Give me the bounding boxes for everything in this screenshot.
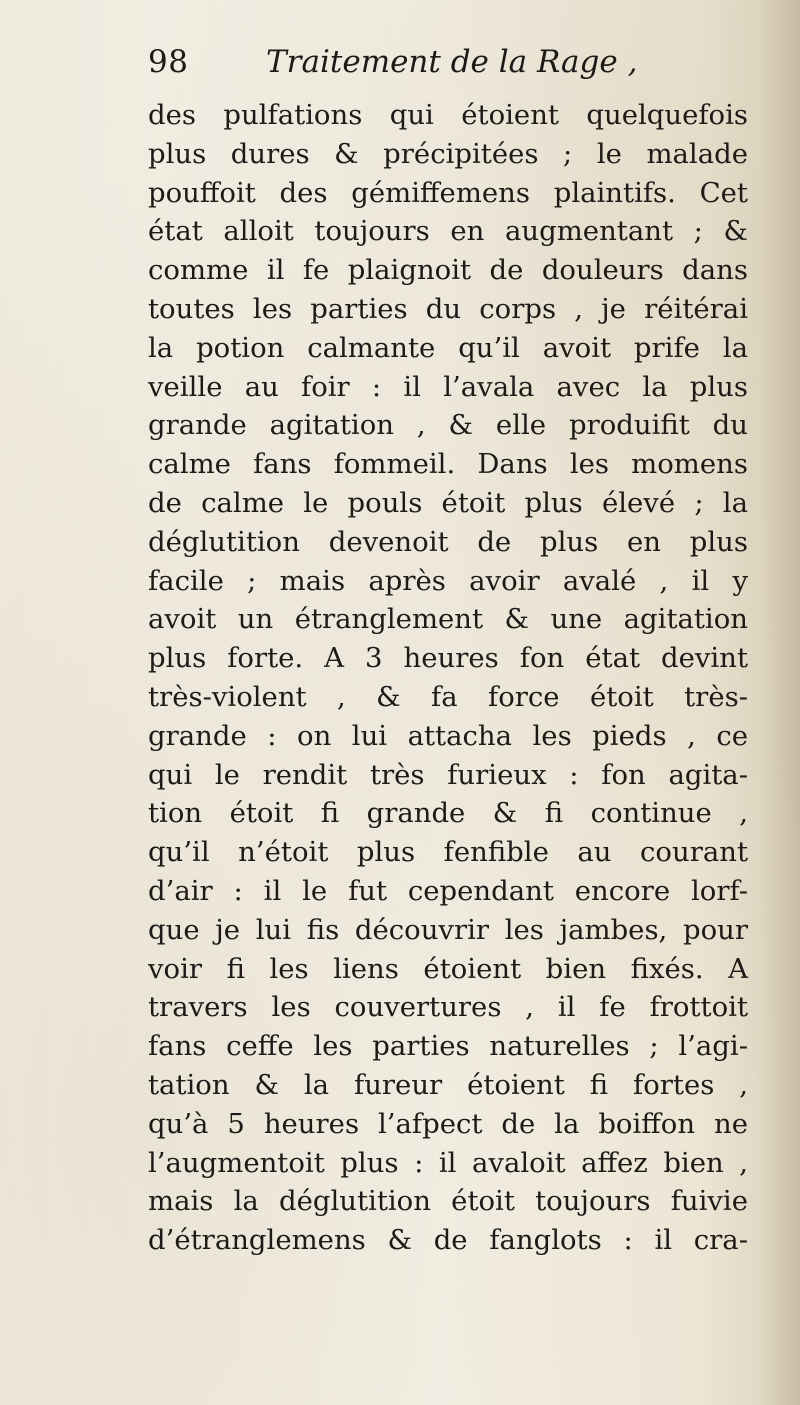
text-line: grande : on lui attacha les pieds , ce [148,719,748,752]
text-line: état alloit toujours en augmentant ; & [148,215,748,248]
text-line: calme fans fommeil. Dans les momens [148,448,748,481]
text-line: très-violent , & fa force étoit très- [148,680,748,713]
text-line: d’étranglemens & de fanglots : il cra- [148,1224,748,1257]
text-line: qu’à 5 heures l’afpect de la boiffon ne [148,1107,748,1140]
text-line: avoit un étranglement & une agitation [148,603,748,636]
text-line: plus dures & précipitées ; le malade [148,137,748,170]
text-line: fans ceffe les parties naturelles ; l’agi- [148,1030,748,1063]
text-line: veille au foir : il l’avala avec la plus [148,370,748,403]
running-title: Traitement de la Rage , [266,44,638,80]
text-line: mais la déglutition étoit toujours fuivie [148,1185,748,1218]
page-number: 98 [148,44,189,80]
text-line: tion étoit fi grande & fi continue , [148,797,748,830]
page-header [148,42,708,92]
text-line: pouffoit des gémiffemens plaintifs. Cet [148,176,748,209]
text-line: tation & la fureur étoient fi fortes , [148,1068,748,1101]
page-edge-shadow [760,0,800,1405]
text-line: travers les couvertures , il fe frottoit [148,991,748,1024]
text-line: plus forte. A 3 heures fon état devint [148,642,748,675]
text-line: voir fi les liens étoient bien fixés. A [148,952,748,985]
text-line: comme il fe plaignoit de douleurs dans [148,254,748,287]
text-line: qui le rendit très furieux : fon agita- [148,758,748,791]
text-line: de calme le pouls étoit plus élevé ; la [148,486,748,519]
text-line: grande agitation , & elle produifit du [148,409,748,442]
text-line: la potion calmante qu’il avoit prife la [148,331,748,364]
body-text [148,96,748,1260]
text-line: des pulfations qui étoient quelquefois [148,99,748,131]
text-line: facile ; mais après avoir avalé , il y [148,564,748,597]
text-line: d’air : il le fut cependant encore lorf- [148,874,748,907]
text-line: que je lui fis découvrir les jambes, pour [148,913,748,946]
text-line: toutes les parties du corps , je réitérai [148,292,748,325]
text-line: qu’il n’étoit plus fenfible au courant [148,836,748,869]
text-line: déglutition devenoit de plus en plus [148,525,748,558]
text-line: l’augmentoit plus : il avaloit affez bien , [148,1146,748,1179]
